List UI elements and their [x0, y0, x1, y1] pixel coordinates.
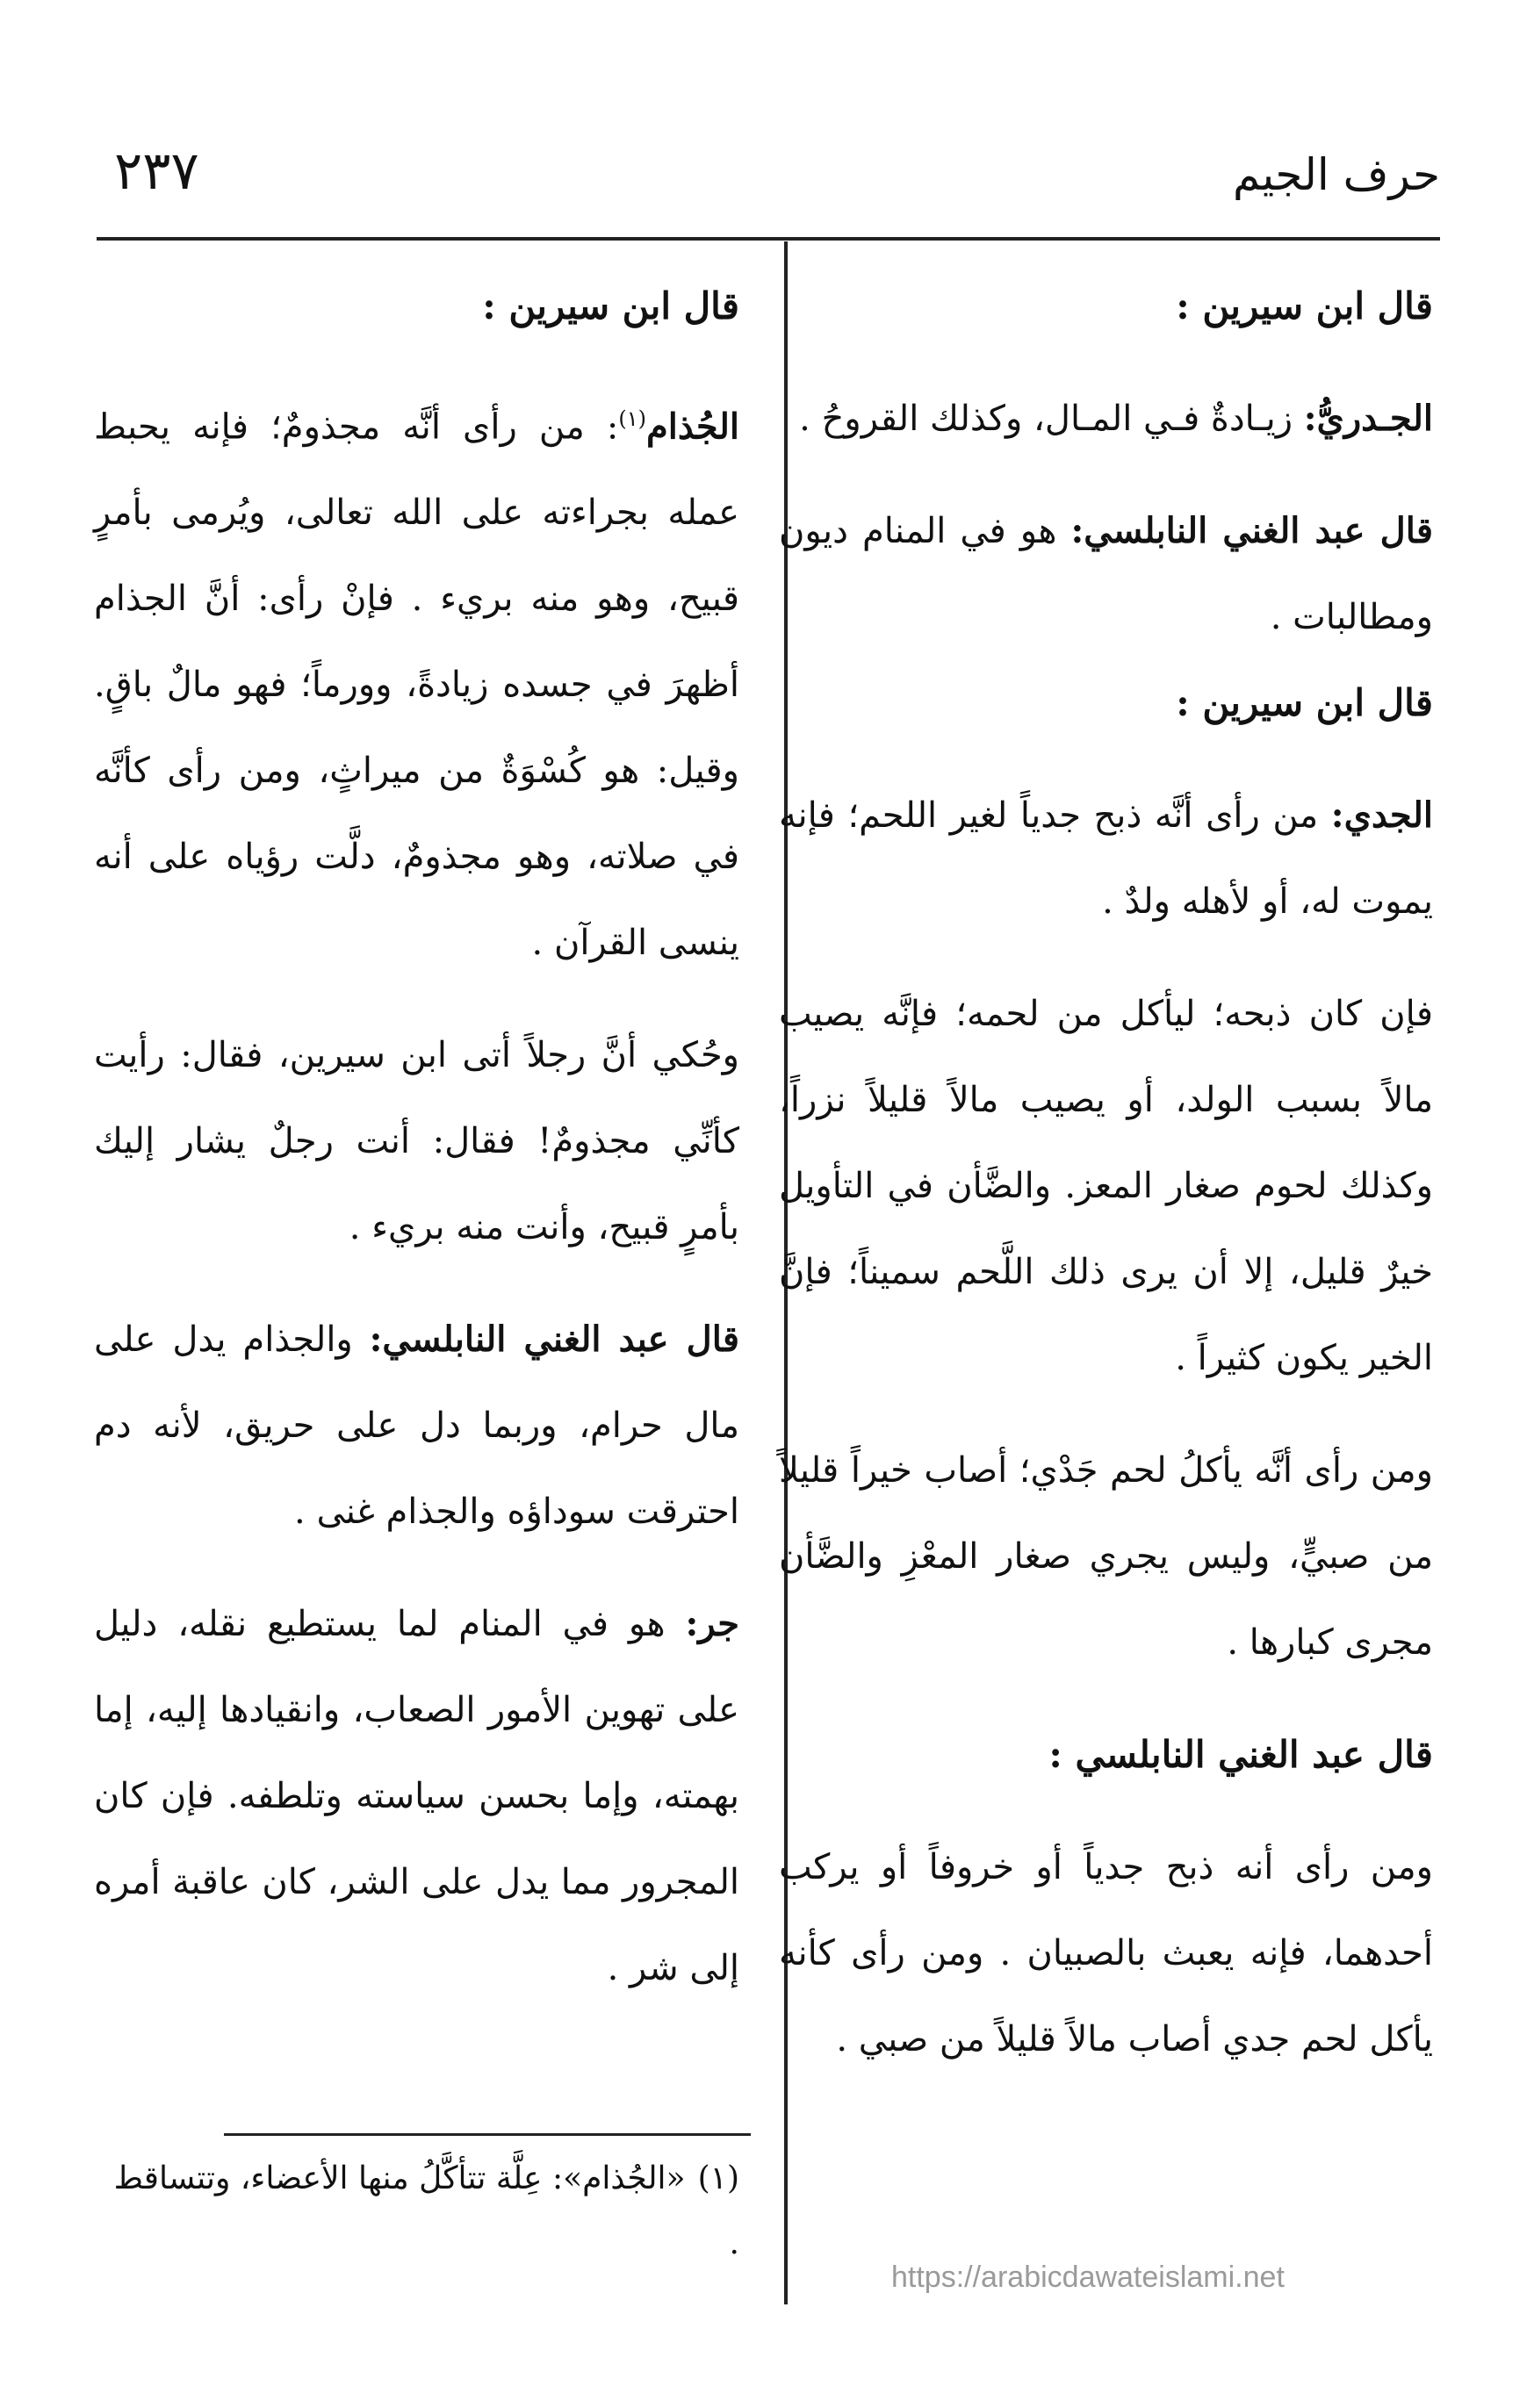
entry-text: هو في المنام لما يستطيع نقله، دليل على تهوين الأمور الصعاب، وانقيادها إليه، إما بهمته، وإما بحسن سياسته وتلطفه. فإن كان المجرور مما يدل على الشر، كان عاقبة أمره إلى شر . [94, 1604, 739, 1989]
watermark-url: https://arabicdawateislami.net [891, 2261, 1285, 2294]
footnote-reference: (١) [618, 406, 646, 431]
section-heading: قال عبد الغني النابلسي : [1048, 1733, 1433, 1776]
left-column [94, 263, 739, 2011]
entry-paragraph [779, 376, 1433, 462]
entry-text: والجذام يدل على مال حرام، وربما دل على حريق، لأنه دم احترقت سوداؤه والجذام غنى . [94, 1319, 739, 1533]
entry-text: هو في المنام ديون ومطالبات . [779, 511, 1433, 637]
entry-text: زيـادةٌ فـي المـال، وكذلك القروحُ . [799, 399, 1293, 439]
section-heading: قال ابن سيرين : [482, 284, 739, 327]
entry-text: : من رأى أنَّه مجذومٌ؛ فإنه يحبط عمله بجراءته على الله تعالى، ويُرمى بأمرٍ قبيح، وهو منه بريء . فإنْ رأى: أنَّ الجذام أظهرَ في جسده زيادةً، وورماً؛ فهو مالٌ باقٍ. وقيل: هو كُسْوَةٌ من ميراثٍ، ومن رأى كأنَّه في صلاته، وهو مجذومٌ، دلَّت رؤياه على أنه ينسى القرآن . [94, 406, 739, 964]
right-column [779, 263, 1433, 2082]
entry-paragraph: وحُكي أنَّ رجلاً أتى ابن سيرين، فقال: رأيت كأنِّي مجذومٌ! فقال: أنت رجلٌ يشار إليك بأمرٍ قبيح، وأنت منه بريء . [94, 1035, 739, 1248]
footnote-number: (١) [697, 2160, 739, 2196]
entry-paragraph [94, 1581, 739, 2011]
entry-paragraph: فإن كان ذبحه؛ ليأكل من لحمه؛ فإنَّه يصيب مالاً بسبب الولد، أو يصيب مالاً قليلاً نزراً، وكذلك لحوم صغار المعز. والضَّأن في التأويل خيرٌ قليل، إلا أن يرى ذلك اللَّحم سميناً؛ فإنَّ الخير يكون كثيراً . [779, 994, 1433, 1378]
footnote [107, 2146, 739, 2276]
section-heading: قال عبد الغني النابلسي: [1070, 510, 1434, 551]
entry-text: من رأى أنَّه ذبح جدياً لغير اللحم؛ فإنه يموت له، أو لأهله ولدٌ . [779, 795, 1433, 922]
entry-paragraph [779, 773, 1433, 945]
page-header [97, 132, 1440, 241]
footnote-text: «الجُذام»: عِلَّة تتأكَّلُ منها الأعضاء، وتتساقط . [113, 2160, 739, 2261]
entry-paragraph: ومن رأى أنه ذبح جدياً أو خروفاً أو يركب أحدهما، فإنه يعبث بالصبيان . ومن رأى كأنه يأكل لحم جدي أصاب مالاً قليلاً من صبي . [779, 1847, 1433, 2059]
section-heading: قال ابن سيرين : [1176, 681, 1433, 724]
page-title: حرف الجيم [1233, 149, 1440, 200]
entry-term: جر: [685, 1603, 739, 1645]
footnote-rule [224, 2133, 751, 2136]
page-number: ٢٣٧ [114, 140, 199, 202]
entry-term: الجدي: [1330, 794, 1433, 836]
section-heading: قال ابن سيرين : [1176, 284, 1433, 327]
entry-paragraph [94, 1297, 739, 1555]
entry-term: الجُذام [646, 406, 739, 448]
entry-paragraph [94, 376, 739, 986]
entry-term: الجـدريُّ: [1303, 398, 1433, 439]
entry-paragraph [779, 488, 1433, 660]
section-heading: قال عبد الغني النابلسي: [369, 1319, 740, 1361]
entry-paragraph: ومن رأى أنَّه يأكلُ لحم جَدْي؛ أصاب خيراً قليلاً من صبيٍّ، وليس يجري صغار المعْزِ والضَّأن مجرى كبارها . [779, 1450, 1433, 1663]
